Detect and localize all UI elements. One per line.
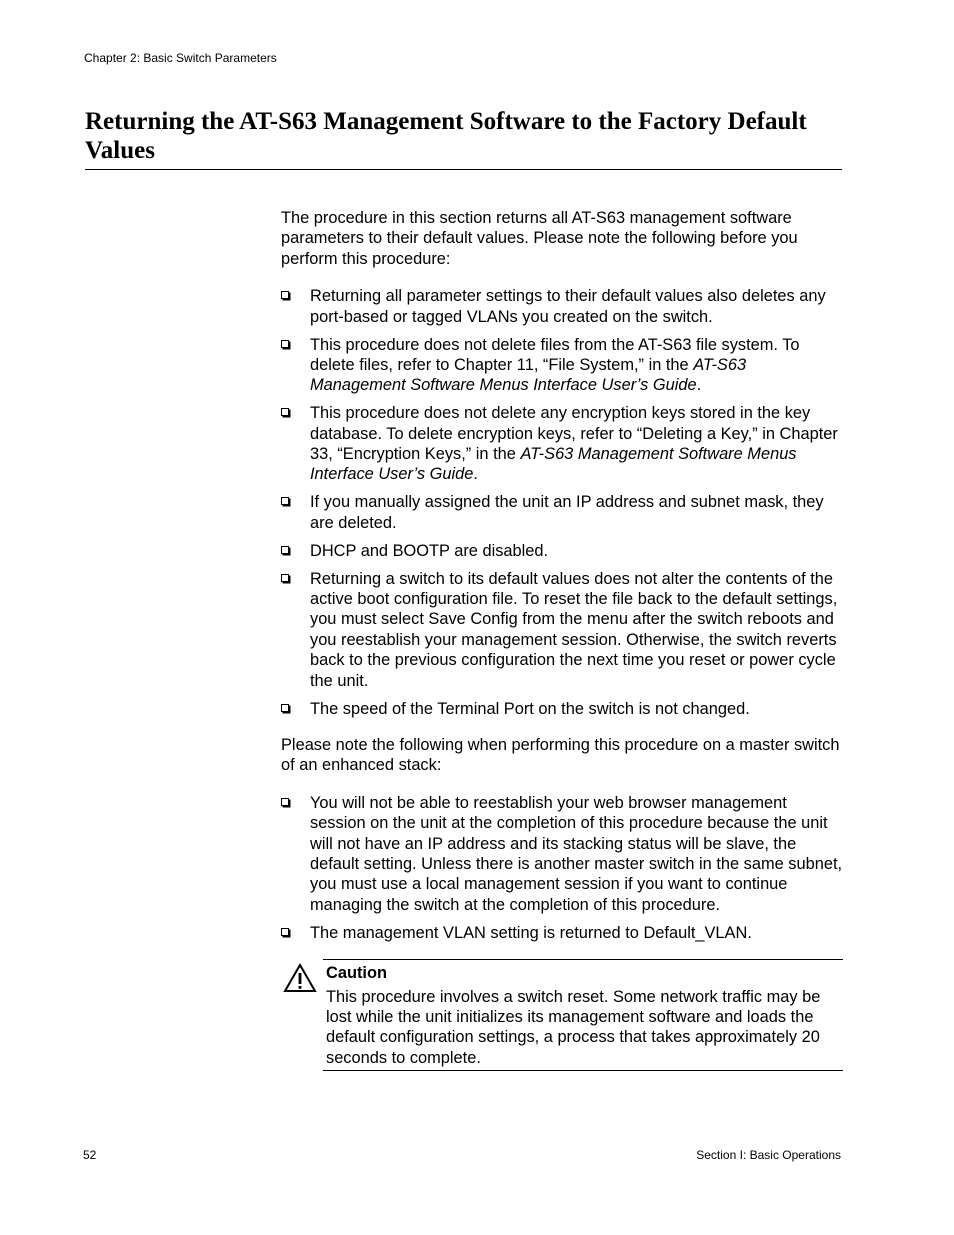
warning-triangle-icon	[283, 963, 317, 993]
intro-paragraph: The procedure in this section returns all AT-S63 management software parameters to their default values. Please note the following before you perform this procedure:	[281, 209, 798, 268]
caution-text: This procedure involves a switch reset. Some network traffic may be lost while the unit initializes its management software and loads the default configuration settings, a process that takes approximately 20 seconds to complete.	[326, 987, 821, 1067]
list-item-text: Returning a switch to its default values does not alter the contents of the active boot configuration file. To reset the file back to the default settings, you must select Save Config from the menu after the switch reboots and you reestablish your management session. Otherwise, the switch reverts back to the previous configuration the next time you reset or power cycle the unit.	[310, 569, 838, 690]
list-item-text: This procedure does not delete any encryption keys stored in the key database. To delete encryption keys, refer to “Deleting a Key,” in Chapter 33, “Encryption Keys,” in the	[310, 404, 838, 464]
checkbox-bullet-icon	[281, 574, 289, 582]
footer-section-label: Section I: Basic Operations	[696, 1148, 841, 1162]
list-item-text: Returning all parameter settings to their default values also deletes any port-based or tagged VLANs you created on the switch.	[310, 287, 826, 326]
caution-box	[323, 959, 843, 1071]
list-item-text-end: .	[696, 376, 702, 395]
checkbox-bullet-icon	[281, 928, 289, 936]
checkbox-bullet-icon	[281, 497, 289, 505]
section-title: Returning the AT-S63 Management Software to the Factory Default Values	[85, 108, 807, 164]
stack-notes-list	[281, 793, 843, 943]
running-header: Chapter 2: Basic Switch Parameters	[84, 51, 277, 65]
list-item	[281, 541, 843, 561]
list-item-text: You will not be able to reestablish your web browser management session on the unit at the completion of this procedure because the unit will not have an IP address and its stacking status will be slave, the default setting. Unless there is another master switch in the same subnet, you must use a local management session if you want to continue managing the switch at the completion of this procedure.	[310, 793, 843, 914]
list-item	[281, 492, 843, 533]
checkbox-bullet-icon	[281, 798, 289, 806]
title-rule	[85, 169, 842, 170]
stack-intro-paragraph: Please note the following when performing this procedure on a master switch of an enhanced stack:	[281, 735, 840, 775]
list-item	[281, 335, 843, 396]
list-item-text: The speed of the Terminal Port on the switch is not changed.	[310, 699, 750, 718]
list-item	[281, 699, 843, 719]
page-number: 52	[83, 1148, 97, 1162]
list-item	[281, 793, 843, 915]
caution-block	[281, 959, 843, 1071]
checkbox-bullet-icon	[281, 546, 289, 554]
guide-reference: AT-S63 Management Software Menus Interface User’s Guide	[310, 355, 747, 395]
list-item	[281, 569, 843, 691]
list-item-text: The management VLAN setting is returned to Default_VLAN.	[310, 923, 752, 942]
list-item	[281, 403, 843, 485]
caution-heading: Caution	[326, 964, 388, 983]
list-item-text: DHCP and BOOTP are disabled.	[310, 541, 549, 560]
list-item-text: This procedure does not delete files from the AT-S63 file system. To delete files, refer to Chapter 11, “File System,” in the	[310, 335, 800, 374]
list-item	[281, 286, 843, 327]
notes-list	[281, 286, 843, 719]
list-item-text: If you manually assigned the unit an IP address and subnet mask, they are deleted.	[310, 493, 824, 532]
checkbox-bullet-icon	[281, 408, 289, 416]
checkbox-bullet-icon	[281, 704, 289, 712]
guide-reference: AT-S63 Management Software Menus Interface User’s Guide	[310, 445, 797, 484]
list-item	[281, 923, 843, 943]
checkbox-bullet-icon	[281, 291, 289, 299]
checkbox-bullet-icon	[281, 340, 289, 348]
list-item-text-end: .	[473, 465, 478, 484]
body-column	[281, 208, 843, 1071]
